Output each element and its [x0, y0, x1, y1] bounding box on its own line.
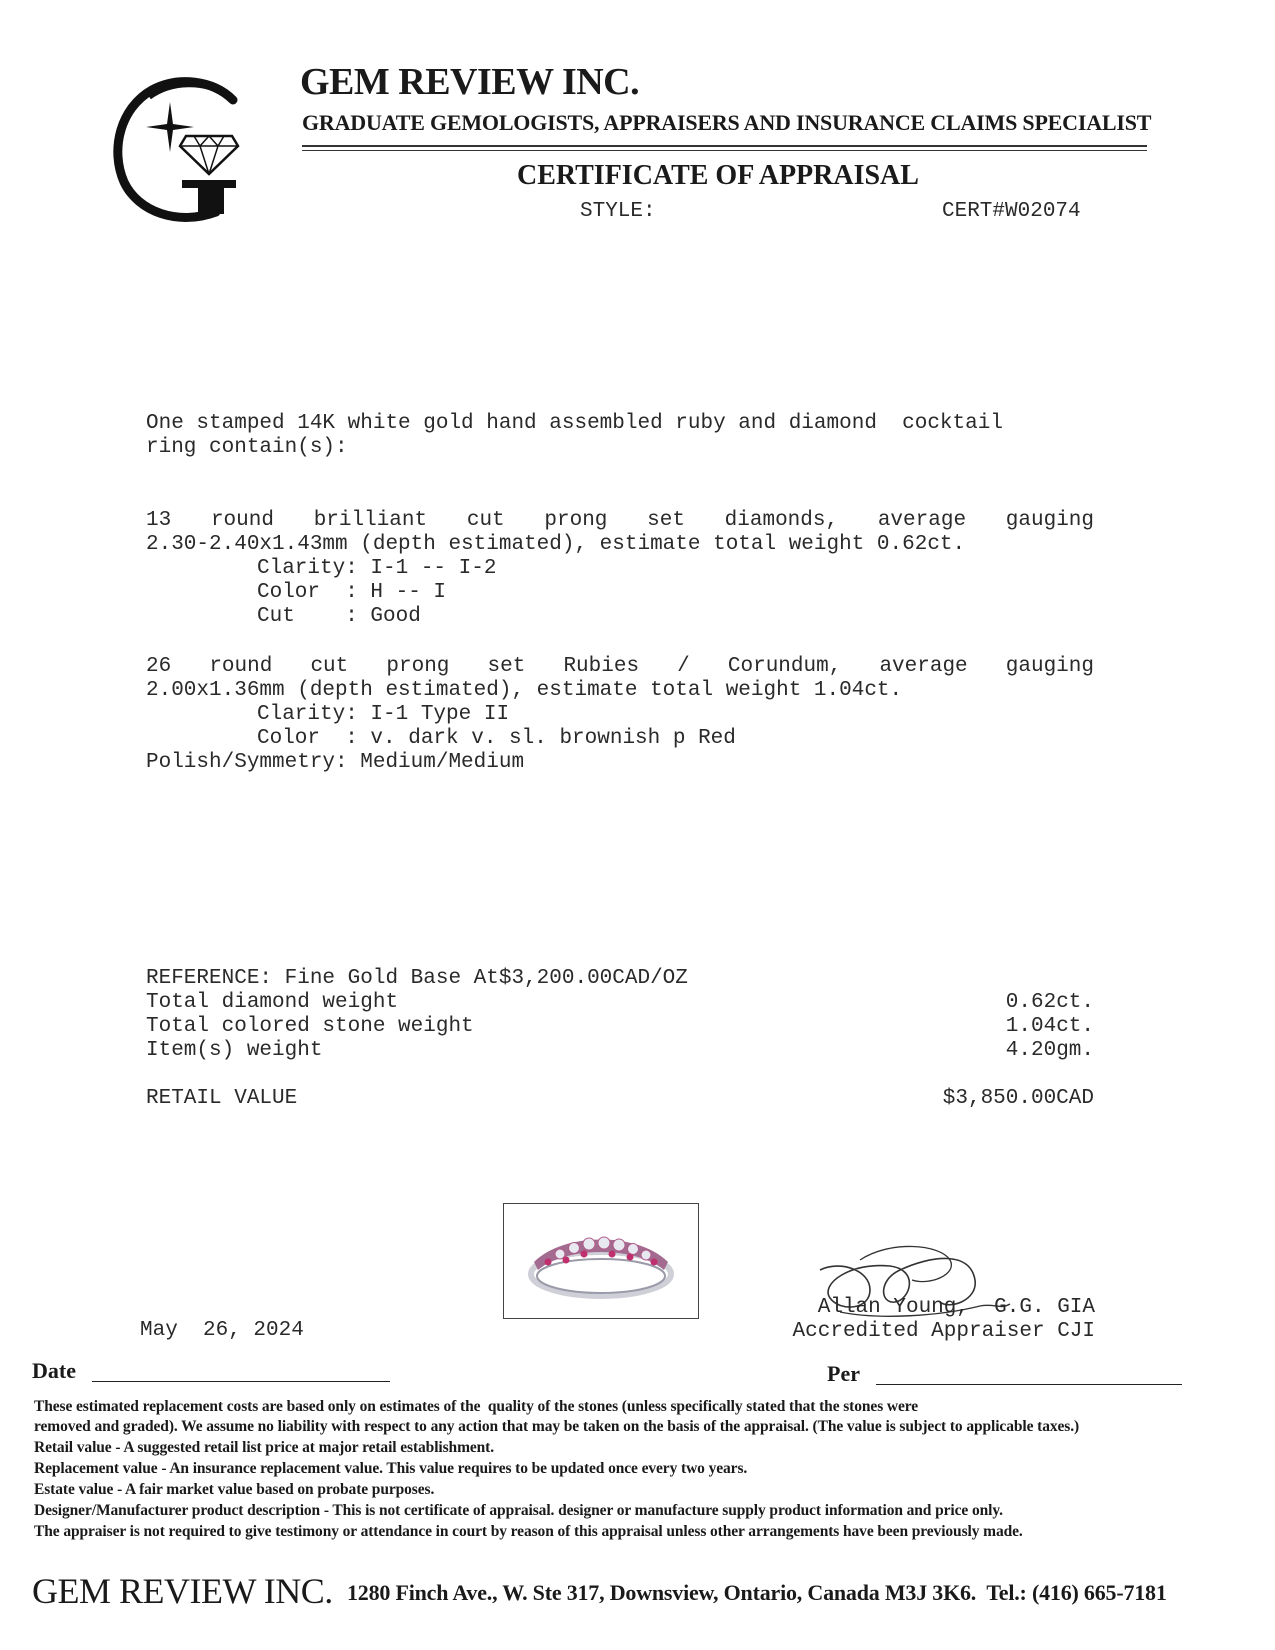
company-logo [108, 72, 248, 222]
header-rule [302, 145, 1147, 147]
reference-line: REFERENCE: Fine Gold Base At$3,200.00CAD/OZ [146, 967, 688, 990]
summary-value-colored: 1.04ct. [1005, 1015, 1094, 1038]
per-signature-line [876, 1384, 1182, 1385]
company-name: GEM REVIEW INC. [300, 61, 640, 103]
footer-address: 1280 Finch Ave., W. Ste 317, Downsview, Ontario, Canada M3J 3K6. Tel.: (416) 665-7181 [347, 1580, 1167, 1605]
retail-value-amount: $3,850.00CAD [942, 1087, 1094, 1110]
ruby-line-1: 26 round cut prong set Rubies / Corundum, average gauging [146, 655, 1094, 678]
date-label: Date [32, 1358, 76, 1383]
intro-line-2: ring contain(s): [146, 436, 348, 459]
header-rule-thin [302, 150, 1147, 151]
style-label: STYLE: [580, 200, 656, 223]
intro-line-1: One stamped 14K white gold hand assembled ruby and diamond cocktail [146, 412, 1003, 435]
disclaimer-line-1: These estimated replacement costs are based only on estimates of the quality of the stones (unless specifically stated that the stones were [34, 1398, 919, 1415]
estate-value-definition: Estate value - A fair market value based on probate purposes. [34, 1481, 435, 1498]
diamond-color: Color : H -- I [257, 581, 447, 604]
testimony-note: The appraiser is not required to give testimony or attendance in court by reason of this appraisal unless other arrangements have been previously made. [34, 1523, 1023, 1540]
summary-label-item: Item(s) weight [146, 1039, 323, 1062]
disclaimer-line-2: removed and graded). We assume no liability with respect to any action that may be taken on the basis of the appraisal. (The value is subject to applicable taxes.) [34, 1418, 1080, 1435]
summary-value-item: 4.20gm. [1005, 1039, 1094, 1062]
per-label: Per [827, 1361, 860, 1386]
diamond-line-2: 2.30-2.40x1.43mm (depth estimated), estimate total weight 0.62ct. [146, 533, 966, 556]
appraiser-title: Accredited Appraiser CJI [792, 1320, 1095, 1343]
footer-company-name: GEM REVIEW INC. [32, 1571, 333, 1611]
cert-number: CERT#W02074 [942, 200, 1081, 223]
summary-value-diamond: 0.62ct. [1005, 991, 1094, 1014]
certificate-title: CERTIFICATE OF APPRAISAL [517, 160, 919, 191]
summary-label-colored: Total colored stone weight [146, 1015, 474, 1038]
ring-photo [503, 1203, 699, 1319]
polish-symmetry: Polish/Symmetry: Medium/Medium [146, 751, 525, 774]
diamond-line-1: 13 round brilliant cut prong set diamonds, average gauging [146, 509, 1094, 532]
retail-value-definition: Retail value - A suggested retail list price at major retail establishment. [34, 1439, 495, 1456]
replacement-value-definition: Replacement value - An insurance replacement value. This value requires to be updated once every two years. [34, 1460, 748, 1477]
company-tagline: GRADUATE GEMOLOGISTS, APPRAISERS AND INSURANCE CLAIMS SPECIALIST [302, 110, 1152, 135]
date-signature-line [92, 1381, 390, 1382]
retail-value-label: RETAIL VALUE [146, 1087, 298, 1110]
designer-description-note: Designer/Manufacturer product description - This is not certificate of appraisal. designer or manufacture supply product information and price only. [34, 1502, 1003, 1519]
ruby-line-2: 2.00x1.36mm (depth estimated), estimate total weight 1.04ct. [146, 679, 903, 702]
diamond-cut: Cut : Good [257, 605, 421, 628]
ruby-clarity: Clarity: I-1 Type II [257, 703, 510, 726]
diamond-clarity: Clarity: I-1 -- I-2 [257, 557, 497, 580]
appraiser-name: Allan Young, G.G. GIA [817, 1296, 1095, 1319]
summary-label-diamond: Total diamond weight [146, 991, 399, 1014]
ruby-color: Color : v. dark v. sl. brownish p Red [257, 727, 736, 750]
appraisal-date: May 26, 2024 [140, 1319, 304, 1342]
